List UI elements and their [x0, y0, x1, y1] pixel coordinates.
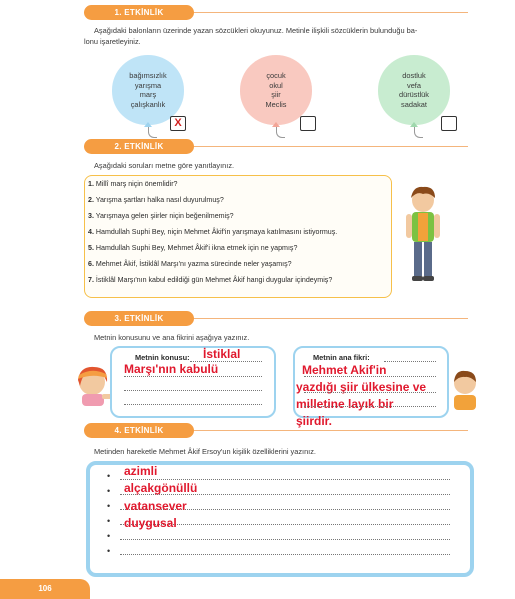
- topic-answer-line-1[interactable]: İstiklal: [203, 347, 241, 361]
- main-idea-answer-line-2[interactable]: yazdığı şiir ülkesine ve: [296, 380, 427, 394]
- main-idea-answer-line-1[interactable]: Mehmet Akif'in: [302, 363, 387, 377]
- question-2: 2. Yarışma şartları halka nasıl duyurulmuş?: [88, 196, 224, 204]
- balloon-1-checkbox[interactable]: X: [170, 116, 186, 131]
- trait-answer-2[interactable]: alçakgönüllü: [124, 481, 198, 495]
- trait-answer-4[interactable]: duygusal: [124, 516, 177, 530]
- section-1-instruction-line-2: lonu işaretleyiniz.: [84, 37, 141, 46]
- balloon-2-word-3: şiir: [271, 90, 281, 99]
- trait-line-6: [120, 554, 450, 555]
- section-2-instruction: Aşağıdaki soruları metne göre yanıtlayınız.: [94, 161, 235, 170]
- balloon-3-word-1: dostluk: [402, 71, 426, 80]
- topic-answer-line-2[interactable]: Marşı'nın kabulü: [124, 362, 219, 376]
- topic-line-2: [124, 376, 262, 377]
- main-idea-line-3: [304, 392, 436, 393]
- balloon-2-word-1: çocuk: [266, 71, 286, 80]
- balloon-3[interactable]: [378, 55, 450, 125]
- trait-line-5: [120, 539, 450, 540]
- balloon-3-word-3: dürüstlük: [399, 90, 429, 99]
- balloon-2-word-2: okul: [269, 80, 283, 90]
- main-idea-answer-line-3[interactable]: milletine layık bir: [296, 397, 394, 411]
- main-idea-line-4: [304, 406, 436, 407]
- small-boy-illustration: [450, 368, 480, 410]
- topic-line-1: [190, 361, 262, 362]
- balloon-1-word-2: yarışma: [134, 80, 162, 90]
- section-4-instruction: Metinden hareketle Mehmet Âkif Ersoy'un kişilik özelliklerini yazınız.: [94, 447, 316, 456]
- question-1: 1. Millî marş niçin önemlidir?: [88, 180, 178, 188]
- section-3-title: 3. ETKİNLİK: [84, 311, 194, 326]
- question-6: 6. Mehmet Âkif, İstiklâl Marşı'nı yazma sürecinde neler yaşamış?: [88, 260, 292, 268]
- balloon-2-string: [276, 127, 285, 138]
- main-idea-line-2: [304, 376, 436, 377]
- girl-illustration: [74, 364, 114, 406]
- balloon-1-word-4: çalışkanlık: [130, 99, 166, 109]
- trait-bullet-3: •: [107, 501, 111, 511]
- balloon-3-checkbox[interactable]: [441, 116, 457, 131]
- balloon-1-word-1: bağımsızlık: [129, 71, 167, 80]
- section-2-title: 2. ETKİNLİK: [84, 139, 194, 154]
- trait-answer-3[interactable]: vatansever: [124, 499, 187, 513]
- question-7: 7. İstiklâl Marşı'nın kabul edildiği gün Mehmet Âkif hangi duygular içindeymiş?: [88, 276, 333, 284]
- balloon-3-string: [414, 127, 423, 138]
- boy-illustration: [403, 186, 443, 286]
- trait-line-1: [120, 479, 450, 480]
- trait-bullet-2: •: [107, 486, 111, 496]
- topic-label: Metnin konusu:: [135, 353, 190, 362]
- balloon-1-word-3: marş: [139, 90, 157, 99]
- question-4: 4. Hamdullah Suphi Bey, niçin Mehmet Âkif'in yarışmaya katılmasını istiyormuş.: [88, 228, 338, 236]
- balloon-2[interactable]: [240, 55, 312, 125]
- main-idea-answer-line-4[interactable]: şiirdir.: [296, 414, 333, 428]
- balloon-2-checkbox[interactable]: [300, 116, 316, 131]
- balloon-1[interactable]: [112, 55, 184, 125]
- topic-line-3: [124, 390, 262, 391]
- trait-bullet-1: •: [107, 471, 111, 481]
- balloon-2-word-4: Meclis: [265, 99, 287, 109]
- question-3: 3. Yarışmaya gelen şiirler niçin beğenilmemiş?: [88, 212, 234, 220]
- main-idea-label: Metnin ana fikri:: [313, 353, 370, 362]
- balloon-3-word-2: vefa: [407, 80, 421, 90]
- question-5: 5. Hamdullah Suphi Bey, Mehmet Âkif'i ikna etmek için ne yapmış?: [88, 244, 298, 252]
- section-4-title: 4. ETKİNLİK: [84, 423, 194, 438]
- topic-line-4: [124, 404, 262, 405]
- section-1-instruction-line-1: Aşağıdaki balonların üzerinde yazan sözcükleri okuyunuz. Metinle ilişkili sözcüklerin bulunduğu ba-: [94, 26, 418, 35]
- trait-bullet-4: •: [107, 516, 111, 526]
- trait-answer-1[interactable]: azimli: [124, 464, 158, 478]
- balloon-3-word-4: sadakat: [401, 99, 427, 109]
- trait-bullet-5: •: [107, 531, 111, 541]
- main-idea-line-1: [384, 361, 436, 362]
- section-1-title: 1. ETKİNLİK: [84, 5, 194, 20]
- page-number: 106: [0, 579, 90, 599]
- balloon-1-string: [148, 127, 157, 138]
- section-3-instruction: Metnin konusunu ve ana fikrini aşağıya yazınız.: [94, 333, 250, 342]
- trait-bullet-6: •: [107, 546, 111, 556]
